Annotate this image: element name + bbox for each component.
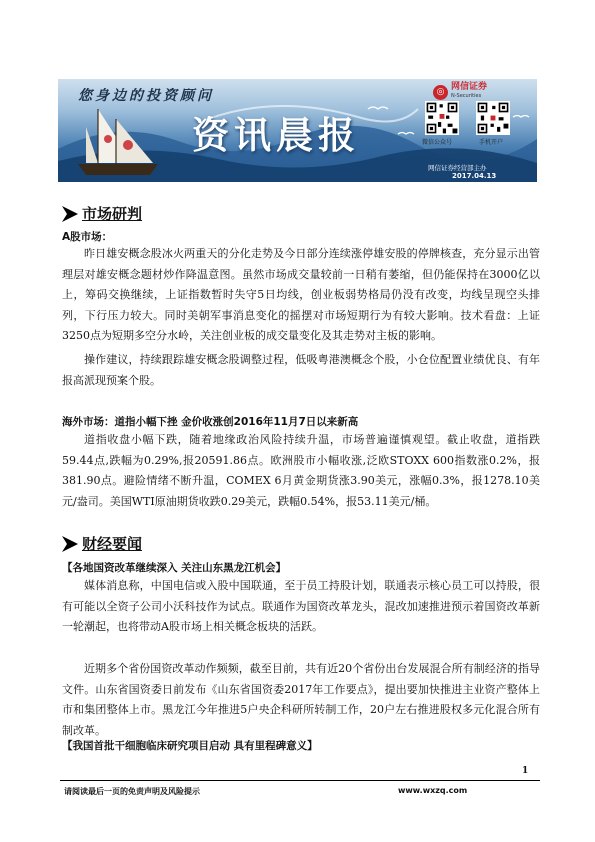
- arrow-bullet-icon: [60, 204, 80, 224]
- qr-caption-mobile: 手机开户: [479, 139, 504, 146]
- section-heading-market-research: [60, 203, 142, 224]
- qr-caption-wechat: 微信公众号: [422, 139, 453, 146]
- brand-logo-icon: ◎: [433, 85, 448, 100]
- a-share-paragraph-1: 昨日雄安概念股冰火两重天的分化走势及今日部分连续涨停雄安股的停牌核查，充分显示出管理层对雄安概念题材炒作降温意图。虽然市场成交量较前一日稍有萎缩，但仍能保持在3000亿以上，筹码交换继续，上证指数暂时失守5日均线，创业板弱势格局仍没有改变，均线呈现空头排列，下行压力较大。同时美朝军事消息变化的摇摆对市场短期行为有较大影响。技术看盘：上证3250点为短期多空分水岭，关注创业板的成交量变化及其走势对主板的影响。: [62, 247, 540, 342]
- news-1-paragraph-2: 近期多个省份国资改革动作频频，截至目前，共有近20个省份出台发展混合所有制经济的指导文件。山东省国资委日前发布《山东省国资委2017年工作要点》，提出要加快推进主业资产整体上市和集团整体上市。黑龙江今年推进5户央企科研所转制工作，20户左右推进股权多元化混合所有制改革。: [62, 662, 540, 737]
- arrow-bullet-icon: [60, 534, 80, 554]
- a-share-heading: A股市场：: [62, 231, 113, 243]
- brand-logo-group: [433, 83, 487, 101]
- wechat-qr-code-icon: [425, 101, 459, 135]
- footer-disclaimer: 请阅读最后一页的免责声明及风险提示: [64, 787, 200, 796]
- news-2-heading: 【我国首批干细胞临床研究项目启动 具有里程碑意义】: [62, 740, 318, 752]
- section-heading-financial-news: [60, 533, 142, 554]
- banner-slogan: 您身边的投资顾问: [78, 88, 214, 104]
- banner-date: 2017.04.13: [452, 172, 497, 180]
- overseas-market-paragraph: 道指收盘小幅下跌，随着地缘政治风险持续升温，市场普遍谨慎观望。截止收盘，道指跌59.44点,跌幅为0.29%,报20591.86点。欧洲股市小幅收涨,泛欧STOXX 600指数涨0.2%，报381.90点。避险情绪不断升温，COMEX 6月黄金期货涨3.90美元，涨幅0.3%，报1278.10美元/盎司。美国WTI原油期货收跌0.29美元，跌幅0.54%，报53.11美元/桶。: [62, 433, 540, 508]
- header-banner: [58, 79, 537, 182]
- overseas-market-heading: 海外市场：道指小幅下挫 金价收涨创2016年11月7日以来新高: [62, 416, 359, 428]
- news-1-heading: 【各地国资改革继续深入 关注山东黑龙江机会】: [62, 562, 287, 574]
- section-title: 市场研判: [82, 205, 143, 223]
- footer-website: www.wxzq.com: [398, 786, 468, 795]
- mobile-account-qr-code-icon: [476, 101, 510, 135]
- brand-name-en: N-Securities: [451, 93, 482, 99]
- brand-name-cn: 网信证券: [451, 82, 488, 92]
- news-1-paragraph-1: 媒体消息称，中国电信或入股中国联通，至于员工持股计划，联通表示核心员工可以持股，很有可能以全资子公司小沃科技作为试点。联通作为国资改革龙头，混改加速推进预示着国资改革新一轮潮起，也将带动A股市场上相关概念板块的活跃。: [62, 579, 540, 633]
- banner-title: 资讯晨报: [192, 114, 360, 157]
- banner-producer: 网信证券经营部主办: [428, 164, 487, 172]
- footer-divider: [60, 780, 540, 781]
- a-share-paragraph-2: 操作建议，持续跟踪雄安概念股调整过程，低吸粤港澳概念个股，小仓位配置业绩优良、有年报高派现预案个股。: [62, 353, 540, 387]
- page-number: 1: [522, 766, 529, 776]
- section-title: 财经要闻: [82, 535, 143, 553]
